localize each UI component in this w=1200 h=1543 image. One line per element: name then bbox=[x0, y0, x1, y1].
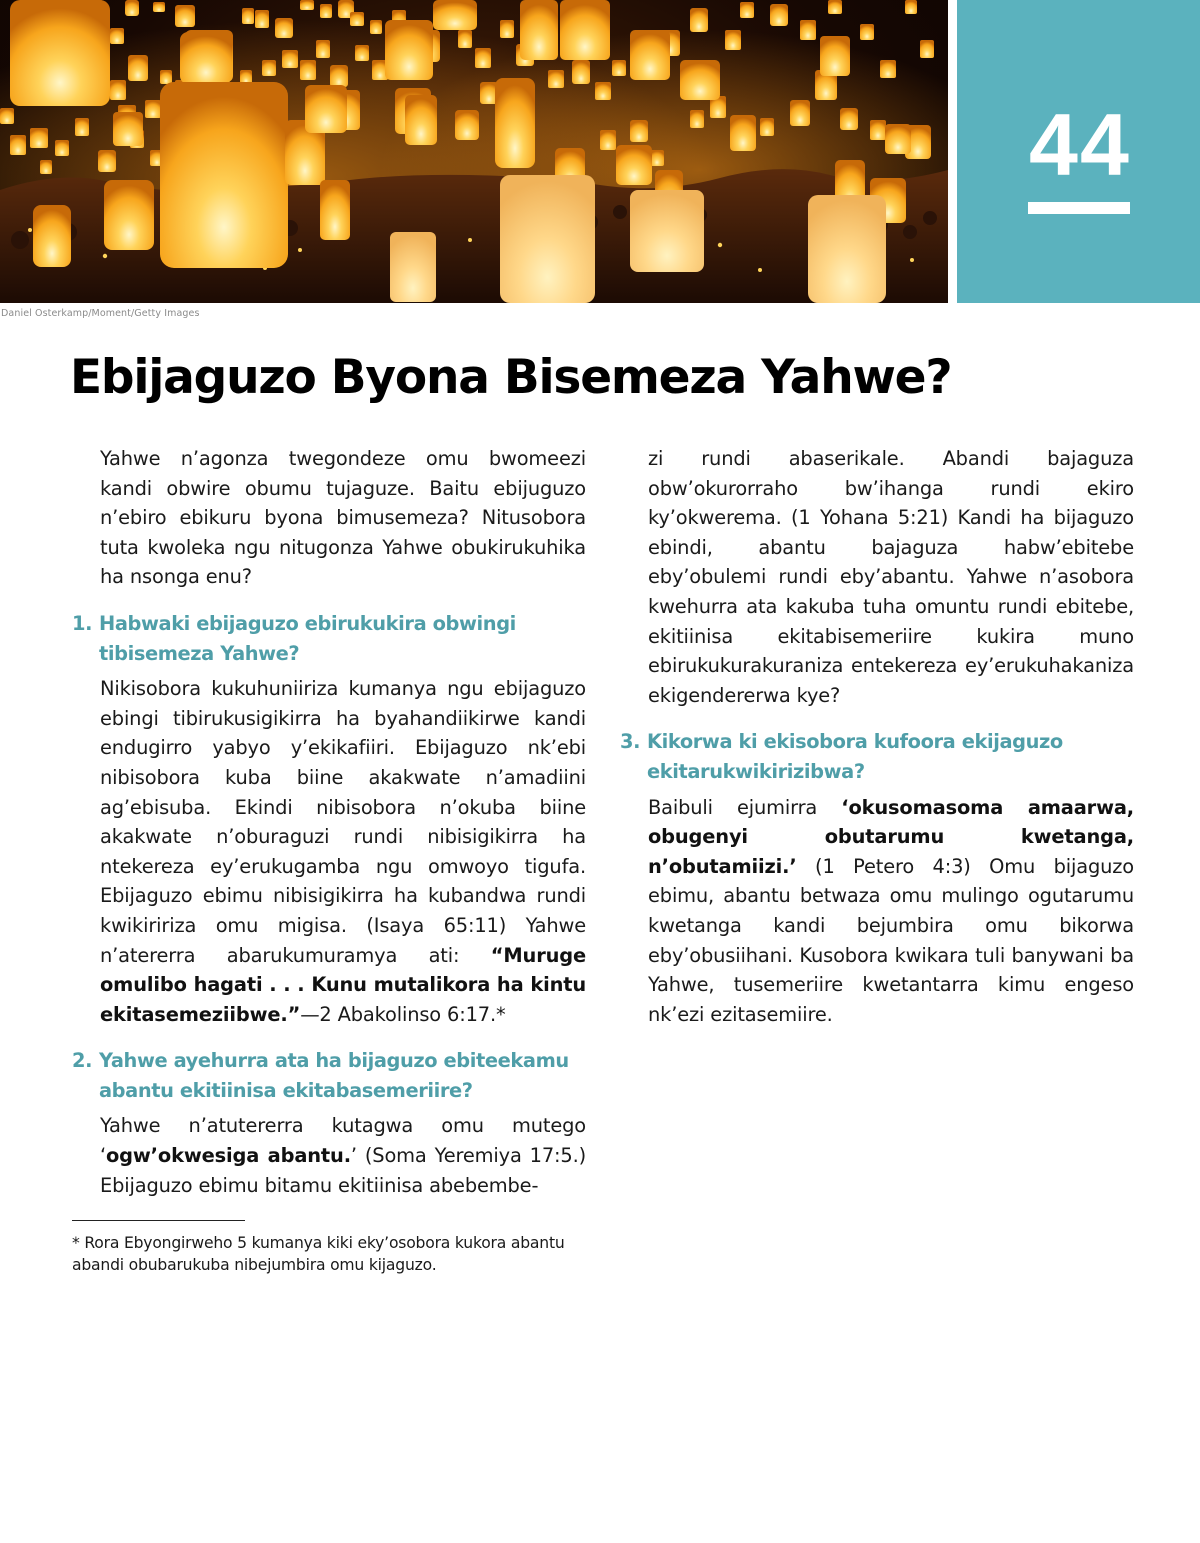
footnote-divider bbox=[72, 1220, 245, 1221]
body-text: (1 Petero 4:3) Omu bijaguzo ebimu, abantu betwaza omu mulingo ogutarumu kwetanga kandi bejumbira omu bikorwa eby’obusiihani. Kusobora kwikara tuli banywani ba Yahwe, tusemeriire kwetantarra kimu engeso nk’ezi ezitasemiire. bbox=[648, 854, 1134, 1026]
scripture-quote: ‘okusomasoma amaarwa, obugenyi obutarumu kwetanga, n’obutamiizi.’ bbox=[648, 795, 1135, 878]
scripture-reference[interactable]: —2 Abakolinso 6:17.* bbox=[300, 1002, 506, 1026]
section-2-paragraph-part-2: zi rundi abaserikale. Abandi bajaguza obw’okurorraho bw’ihanga rundi ekiro ky’okwerema. (1 Yohana 5:21) Kandi ha bijaguzo ebindi, abantu bajaguza habw’ebitebe eby’obulemi rundi eby’abantu. Yahwe n’asobora kwehurra ata kakuba tuha omuntu rundi ebitebe, ekitiinisa ekitabisemeriire kukira muno ebirukukurakuraniza entekereza ey’erukuhakaniza ekigendererwa kye? bbox=[648, 447, 1134, 707]
right-column bbox=[620, 444, 1134, 1029]
chapter-number-badge bbox=[957, 0, 1200, 303]
question-number: 3. bbox=[620, 730, 641, 754]
chapter-number: 44 bbox=[1029, 95, 1131, 194]
photo-credit: Daniel Osterkamp/Moment/Getty Images bbox=[1, 308, 200, 319]
left-column bbox=[72, 444, 586, 1200]
question-text: Kikorwa ki ekisobora kufoora ekijaguzo ekitarukwikirizibwa? bbox=[647, 730, 1063, 783]
question-heading-2 bbox=[72, 1046, 586, 1105]
question-number: 1. bbox=[72, 611, 93, 635]
question-text: Yahwe ayehurra ata ha bijaguzo ebiteekamu abantu ekitiinisa ekitabasemeriire? bbox=[99, 1049, 569, 1102]
question-text: Habwaki ebijaguzo ebirukukira obwingi tibisemeza Yahwe? bbox=[99, 611, 516, 665]
scripture-quote: ogw’okwesiga abantu. bbox=[106, 1144, 351, 1168]
section-2-paragraph-part-1 bbox=[100, 1111, 586, 1200]
intro-paragraph: Yahwe n’agonza twegondeze omu bwomeezi kandi obwire obumu tujaguze. Baitu ebijuguzo n’ebiro ebikuru byona bimusemeza? Nitusobora tuta kwoleka ngu nitugonza Yahwe obukirukuhika ha nsonga enu? bbox=[100, 447, 586, 589]
body-text: Nikisobora kukuhuniiriza kumanya ngu ebijaguzo ebingi tibirukusigikirra ha byahandiikirwe kandi endugirro yabyo y’ekikafiiri. Ebijaguzo nk’ebi nibisobora kuba biine akakwate n’amadiini ag’ebisuba. Ekindi nibisobora n’okuba biine akakwate n’oburaguzi rundi nibisigikirra ha ntekereza ey’erukugamba ngu omwoyo tigufa. Ebijaguzo ebimu nibisigikirra ha kubandwa rundi kwikiririza omu migisa. (Isaya 65:11) Yahwe n’atererra abarukumuramya ati: bbox=[100, 677, 586, 967]
footnote: * Rora Ebyongirweho 5 kumanya kiki eky’osobora kukora abantu abandi obubarukuba nibejumbira omu kijaguzo. bbox=[72, 1234, 565, 1274]
body-text: ’ (Soma Yeremiya 17:5.) Ebijaguzo ebimu bitamu ekitiinisa abebembe- bbox=[100, 1144, 587, 1197]
page-title: Ebijaguzo Byona Bisemeza Yahwe? bbox=[70, 350, 952, 405]
scripture-quote: “Muruge omulibo hagati . . . Kunu mutalikora ha kintu ekitasemeziibwe.” bbox=[100, 943, 586, 1026]
body-text: Baibuli ejumirra bbox=[648, 795, 842, 819]
sky-lanterns-illustration bbox=[0, 0, 948, 303]
question-number: 2. bbox=[72, 1049, 93, 1073]
body-text: Yahwe n’atutererra kutagwa omu mutego ‘ bbox=[100, 1114, 586, 1168]
question-heading-1 bbox=[72, 609, 586, 668]
section-1-paragraph bbox=[100, 674, 586, 1029]
section-3-paragraph bbox=[648, 793, 1134, 1030]
question-heading-3 bbox=[620, 727, 1134, 786]
hero-photo bbox=[0, 0, 948, 303]
chapter-number-underline bbox=[1028, 202, 1130, 214]
